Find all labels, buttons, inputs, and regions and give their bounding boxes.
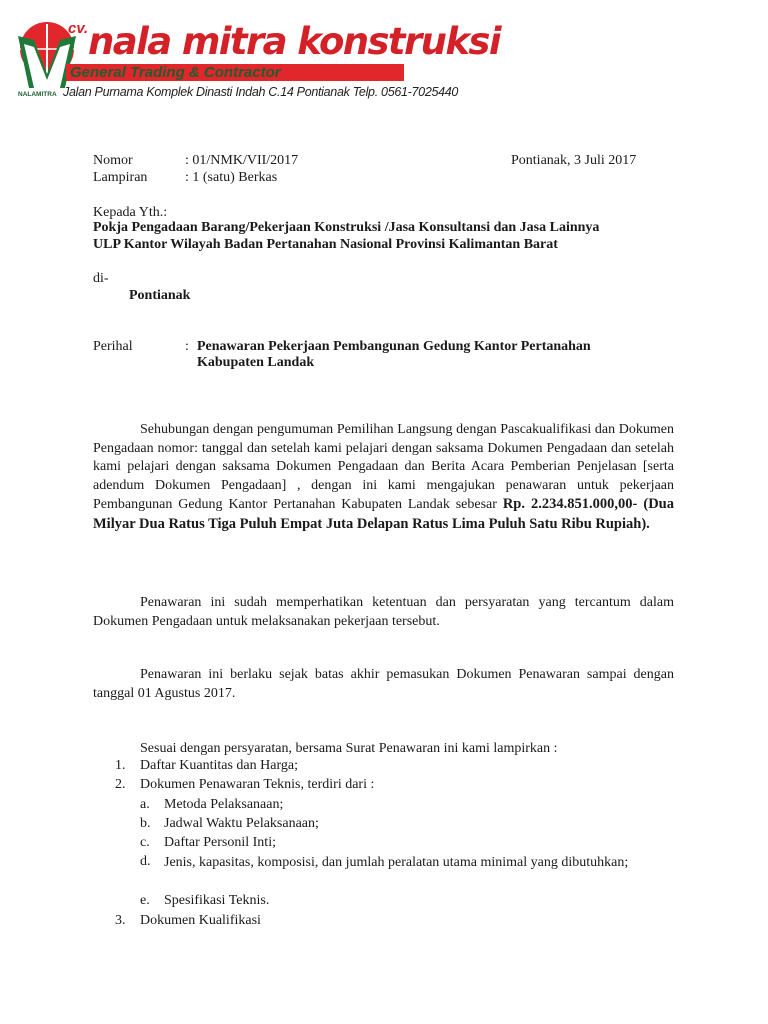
list-item: Dokumen Kualifikasi bbox=[140, 913, 261, 928]
subject-label: Perihal bbox=[93, 339, 133, 354]
sublist-letter: a. bbox=[140, 797, 150, 812]
company-name: nala mitra konstruksi bbox=[88, 20, 500, 63]
paragraph-attachments bbox=[93, 740, 674, 759]
paragraph-terms-text: Penawaran ini sudah memperhatikan ketentuan dan persyaratan yang tercantum dalam Dokumen Pengadaan untuk melaksanakan pekerjaan tersebut. bbox=[93, 595, 674, 629]
recipient-line-2: ULP Kantor Wilayah Badan Pertanahan Nasional Provinsi Kalimantan Barat bbox=[93, 237, 558, 252]
list-number: 1. bbox=[115, 758, 126, 773]
sublist-item: Metoda Pelaksanaan; bbox=[164, 797, 284, 812]
paragraph-offer-text: Sehubungan dengan pengumuman Pemilihan Langsung dengan Pascakualifikasi dan Dokumen Pengadaan nomor: tanggal dan setelah kami pelajari dengan saksama Dokumen Pengadaan dan setelah kami pelajari dengan saksama Dokumen Pengadaan dan Berita Acara Pemberian Penjelasan [serta adendum Dokumen Pengadaan] , dengan ini kami mengajukan penawaran untuk pekerjaan Pembangunan Gedung Kantor Pertanahan Kabupaten Landak sebesar bbox=[93, 422, 674, 513]
company-address: Jalan Purnama Komplek Dinasti Indah C.14 Pontianak Telp. 0561-7025440 bbox=[63, 85, 459, 99]
sublist-letter: b. bbox=[140, 816, 151, 831]
company-tagline: General Trading & Contractor bbox=[70, 64, 281, 81]
recipient-line-1: Pokja Pengadaan Barang/Pekerjaan Konstruksi /Jasa Konsultansi dan Jasa Lainnya bbox=[93, 220, 600, 235]
sublist-letter: c. bbox=[140, 835, 150, 850]
paragraph-attachments-text: Sesuai dengan persyaratan, bersama Surat Penawaran ini kami lampirkan : bbox=[140, 741, 558, 756]
paragraph-terms bbox=[93, 594, 674, 631]
subject-colon: : bbox=[185, 339, 189, 354]
company-prefix: cv. bbox=[68, 20, 89, 37]
paragraph-offer bbox=[93, 421, 674, 535]
list-number: 3. bbox=[115, 913, 126, 928]
recipient-city: Pontianak bbox=[129, 288, 191, 303]
offer-amount: Rp. 2.234.851.000,00- (Dua Milyar Dua Ratus Tiga Puluh Empat Juta Delapan Ratus Lima Puluh Satu Ribu Rupiah). bbox=[93, 496, 674, 532]
paragraph-validity-text: Penawaran ini berlaku sejak batas akhir pemasukan Dokumen Penawaran sampai dengan tanggal 01 Agustus 2017. bbox=[93, 667, 674, 701]
sublist-item: Jenis, kapasitas, komposisi, dan jumlah peralatan utama minimal yang dibutuhkan; bbox=[164, 855, 629, 870]
nomor-label: Nomor bbox=[93, 153, 133, 168]
subject-line-1: Penawaran Pekerjaan Pembangunan Gedung Kantor Pertanahan bbox=[197, 339, 591, 354]
nomor-value: : 01/NMK/VII/2017 bbox=[185, 153, 299, 168]
sublist-item: Daftar Personil Inti; bbox=[164, 835, 276, 850]
sublist-item: Jadwal Waktu Pelaksanaan; bbox=[164, 816, 319, 831]
lampiran-label: Lampiran bbox=[93, 170, 148, 185]
place-date: Pontianak, 3 Juli 2017 bbox=[511, 153, 637, 168]
subject-line-2: Kabupaten Landak bbox=[197, 355, 315, 370]
list-item: Dokumen Penawaran Teknis, terdiri dari : bbox=[140, 777, 375, 792]
list-number: 2. bbox=[115, 777, 126, 792]
sublist-letter: e. bbox=[140, 893, 150, 908]
logo-text: NALAMITRA bbox=[18, 91, 57, 98]
paragraph-validity bbox=[93, 666, 674, 703]
sublist-item: Spesifikasi Teknis. bbox=[164, 893, 270, 908]
sublist-letter: d. bbox=[140, 854, 151, 869]
list-item: Daftar Kuantitas dan Harga; bbox=[140, 758, 298, 773]
di-label: di- bbox=[93, 271, 109, 286]
greeting: Kepada Yth.: bbox=[93, 205, 168, 220]
lampiran-value: : 1 (satu) Berkas bbox=[185, 170, 278, 185]
